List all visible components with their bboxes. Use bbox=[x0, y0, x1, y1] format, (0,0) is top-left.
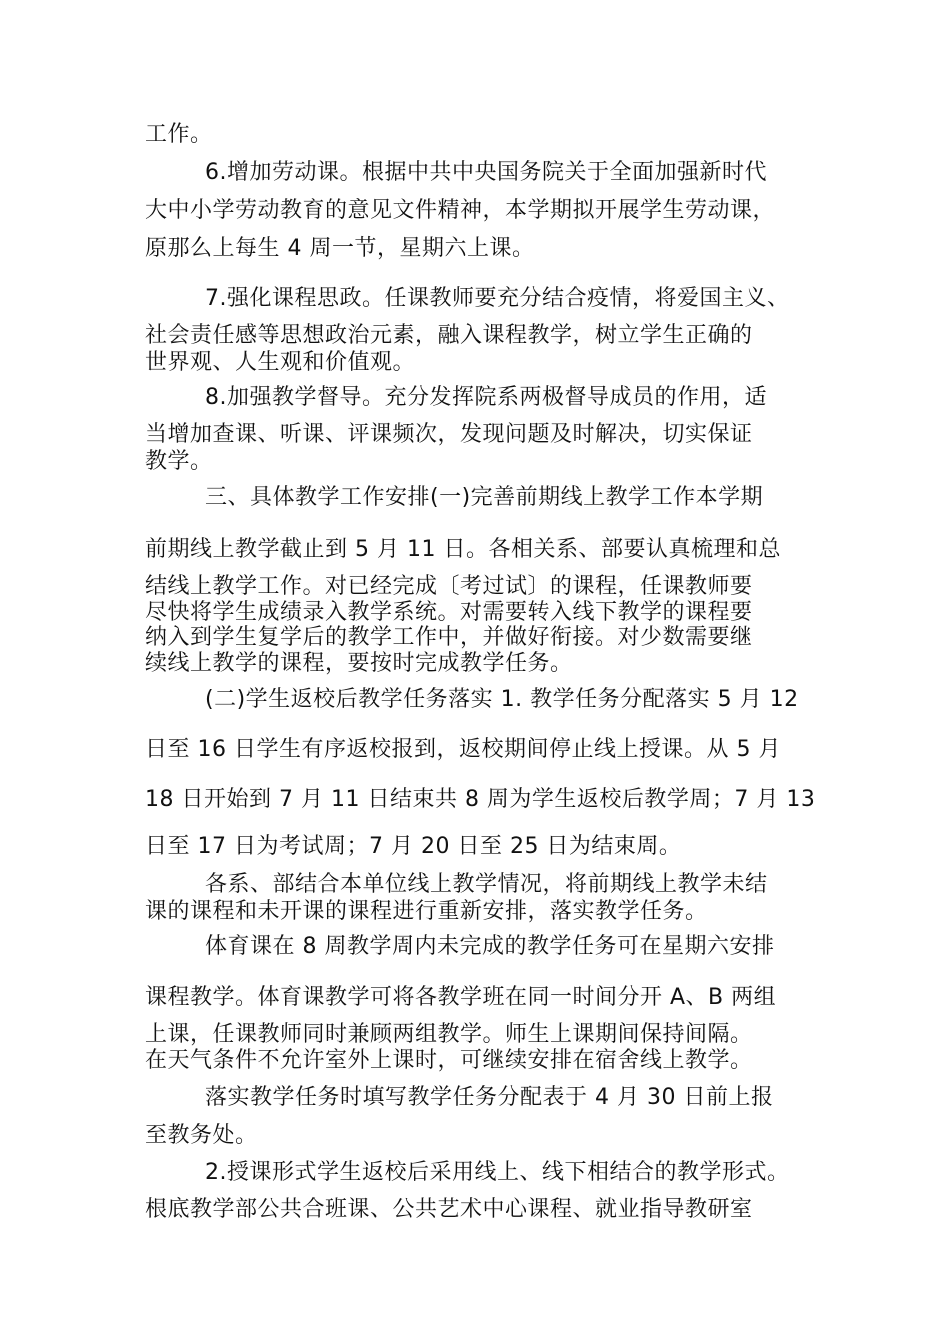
text-line: (二)学生返校后教学任务落实 1. 教学任务分配落实 5 月 12 bbox=[205, 687, 799, 712]
text-line: 8.加强教学督导。充分发挥院系两极督导成员的作用，适 bbox=[205, 385, 767, 410]
text-line: 体育课在 8 周教学周内未完成的教学任务可在星期六安排 bbox=[205, 934, 775, 959]
text-line: 根底教学部公共合班课、公共艺术中心课程、就业指导教研室 bbox=[145, 1197, 753, 1222]
text-line: 日至 16 日学生有序返校报到，返校期间停止线上授课。从 5 月 bbox=[145, 737, 781, 762]
text-line: 各系、部结合本单位线上教学情况，将前期线上教学未结 bbox=[205, 872, 768, 897]
text-line: 18 日开始到 7 月 11 日结束共 8 周为学生返校后教学周；7 月 13 bbox=[145, 787, 816, 812]
text-line: 在天气条件不允许室外上课时，可继续安排在宿舍线上教学。 bbox=[145, 1048, 753, 1073]
text-line: 原那么上每生 4 周一节，星期六上课。 bbox=[145, 236, 535, 261]
text-line: 教学。 bbox=[145, 449, 213, 474]
text-line: 前期线上教学截止到 5 月 11 日。各相关系、部要认真梳理和总 bbox=[145, 537, 781, 562]
text-line: 7.强化课程思政。任课教师要充分结合疫情，将爱国主义、 bbox=[205, 286, 790, 311]
text-line: 6.增加劳动课。根据中共中央国务院关于全面加强新时代 bbox=[205, 160, 767, 185]
text-line: 落实教学任务时填写教学任务分配表于 4 月 30 日前上报 bbox=[205, 1085, 774, 1110]
text-line: 上课，任课教师同时兼顾两组教学。师生上课期间保持间隔。 bbox=[145, 1022, 753, 1047]
text-line: 尽快将学生成绩录入教学系统。对需要转入线下教学的课程要 bbox=[145, 600, 753, 625]
text-line: 当增加查课、听课、评课频次，发现问题及时解决，切实保证 bbox=[145, 422, 753, 447]
text-line: 课的课程和未开课的课程进行重新安排，落实教学任务。 bbox=[145, 899, 708, 924]
text-line: 大中小学劳动教育的意见文件精神，本学期拟开展学生劳动课， bbox=[145, 198, 776, 223]
text-line: 结线上教学工作。对已经完成〔考过试〕的课程，任课教师要 bbox=[145, 574, 753, 599]
text-line: 2.授课形式学生返校后采用线上、线下相结合的教学形式。 bbox=[205, 1160, 790, 1185]
text-line: 续线上教学的课程，要按时完成教学任务。 bbox=[145, 651, 573, 676]
text-line: 课程教学。体育课教学可将各教学班在同一时间分开 A、B 两组 bbox=[145, 985, 777, 1010]
text-line: 日至 17 日为考试周；7 月 20 日至 25 日为结束周。 bbox=[145, 834, 682, 859]
text-line: 工作。 bbox=[145, 122, 213, 147]
text-line: 至教务处。 bbox=[145, 1123, 258, 1148]
text-line: 社会责任感等思想政治元素，融入课程教学，树立学生正确的 bbox=[145, 323, 753, 348]
text-line: 三、具体教学工作安排(一)完善前期线上教学工作本学期 bbox=[205, 485, 764, 510]
text-line: 世界观、人生观和价值观。 bbox=[145, 350, 416, 375]
text-line: 纳入到学生复学后的教学工作中，并做好衔接。对少数需要继 bbox=[145, 625, 753, 650]
